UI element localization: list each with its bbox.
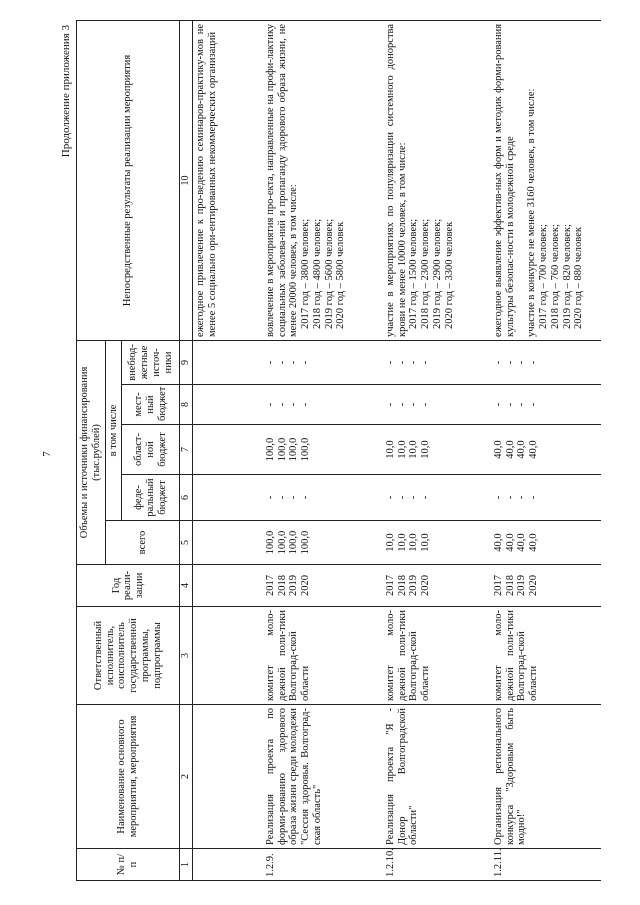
col-number: 8: [180, 385, 193, 425]
row-regional: 10,0 10,0 10,0 10,0: [383, 425, 491, 475]
col-number: 5: [180, 521, 193, 565]
row-result: вовлечение в мероприятия про-екта, направленные на профи-лактику социальных заболева-ний и пропаганду здорового образа жизни, не менее 20000 человек, в том числе: 2017 год – 3800 человек; 2018 год – 4800 человек; 2019 год – 5600 человек; 2020 год – 5800 человек: [263, 20, 383, 340]
col-number: 6: [180, 475, 193, 521]
header-year: Год реали-зации: [77, 565, 180, 607]
row-result: участие в мероприятиях по популяризации системного донорства крови не менее 10000 человек, в том числе: 2017 год – 1500 человек; 2018 год – 2300 человек; 2019 год – 2900 человек; 2020 год – 3300 человек: [383, 20, 491, 340]
row-executor: комитет моло-дежной поли-тики Волгоград-ской области: [383, 607, 491, 705]
header-total: всего: [105, 521, 180, 565]
row-result: ежегодное выявление эффектив-ных форм и методик форми-рования культуры безопас-ности в молодежной среде участие в конкурсе не менее 3160 человек, в том числе: 2017 год – 700 человек; 2018 год – 760 человек; 2019 год – 820 человек; 2020 год – 880 человек: [491, 20, 601, 340]
row-executor: комитет моло-дежной поли-тики Волгоград-ской области: [263, 607, 383, 705]
row-federal: - - - -: [383, 475, 491, 521]
col-number: 3: [180, 607, 193, 705]
row-name: Организация регионального конкурса "Здоровым быть модно!": [491, 705, 601, 849]
row-name: Реализация проекта "Я - Донор Волгоградской области": [383, 705, 491, 849]
rotated-page: [62, 21, 622, 881]
row-years: 2017 2018 2019 2020: [383, 565, 491, 607]
header-incl: в том числе: [105, 340, 122, 520]
col-number: 4: [180, 565, 193, 607]
program-table: [76, 20, 601, 881]
col-number: 2: [180, 705, 193, 849]
row-total: 10,0 10,0 10,0 10,0: [383, 521, 491, 565]
carry-over-result: ежегодное привлечение к про-ведению семинаров-практику-мов не менее 5 социально ори-ентированных некоммерческих организаций: [193, 20, 263, 340]
row-num: 1.2.10.: [383, 849, 491, 881]
col-number: 9: [180, 340, 193, 384]
row-executor: комитет моло-дежной поли-тики Волгоград-ской области: [491, 607, 601, 705]
column-numbers-row: [180, 20, 193, 880]
row-years: 2017 2018 2019 2020: [491, 565, 601, 607]
row-federal: - - - -: [263, 475, 383, 521]
continuation-label: Продолжение приложения 3: [60, 25, 72, 158]
header-funding: Объемы и источники финансирования (тыс.рублей): [77, 340, 106, 564]
table-row: [383, 20, 491, 880]
row-num: 1.2.11.: [491, 849, 601, 881]
header-regional: област-ной бюджет: [122, 425, 180, 475]
row-local: - - - -: [263, 385, 383, 425]
row-local: - - - -: [383, 385, 491, 425]
row-regional: 100,0 100,0 100,0 100,0: [263, 425, 383, 475]
row-regional: 40,0 40,0 40,0 40,0: [491, 425, 601, 475]
row-extra: - - - -: [263, 340, 383, 384]
row-local: - - - -: [491, 385, 601, 425]
header-extra: внебюд-жетные источ-ники: [122, 340, 180, 384]
col-number: 10: [180, 20, 193, 340]
table-row: [263, 20, 383, 880]
row-federal: - - - -: [491, 475, 601, 521]
header-num: № п/п: [77, 849, 180, 881]
header-result: Непосредственные результаты реализации мероприятия: [77, 20, 180, 340]
row-extra: - - - -: [383, 340, 491, 384]
header-federal: феде-ральный бюджет: [122, 475, 180, 521]
row-total: 100,0 100,0 100,0 100,0: [263, 521, 383, 565]
col-number: 1: [180, 849, 193, 881]
row-num: 1.2.9.: [263, 849, 383, 881]
header-name: Наименование основного мероприятия, мероприятия: [77, 705, 180, 849]
table-row: [491, 20, 601, 880]
header-executor: Ответственный исполнитель, соисполнитель государственной программы, подпрограммы: [77, 607, 180, 705]
row-extra: - - - -: [491, 340, 601, 384]
row-years: 2017 2018 2019 2020: [263, 565, 383, 607]
page-number: 7: [40, 451, 53, 457]
col-number: 7: [180, 425, 193, 475]
row-total: 40,0 40,0 40,0 40,0: [491, 521, 601, 565]
row-name: Реализация проекта по форми-рованию здорового образа жизни среди молодежи "Сессия здоровья. Волгоград-ская область": [263, 705, 383, 849]
header-local: мест-ный бюджет: [122, 385, 180, 425]
